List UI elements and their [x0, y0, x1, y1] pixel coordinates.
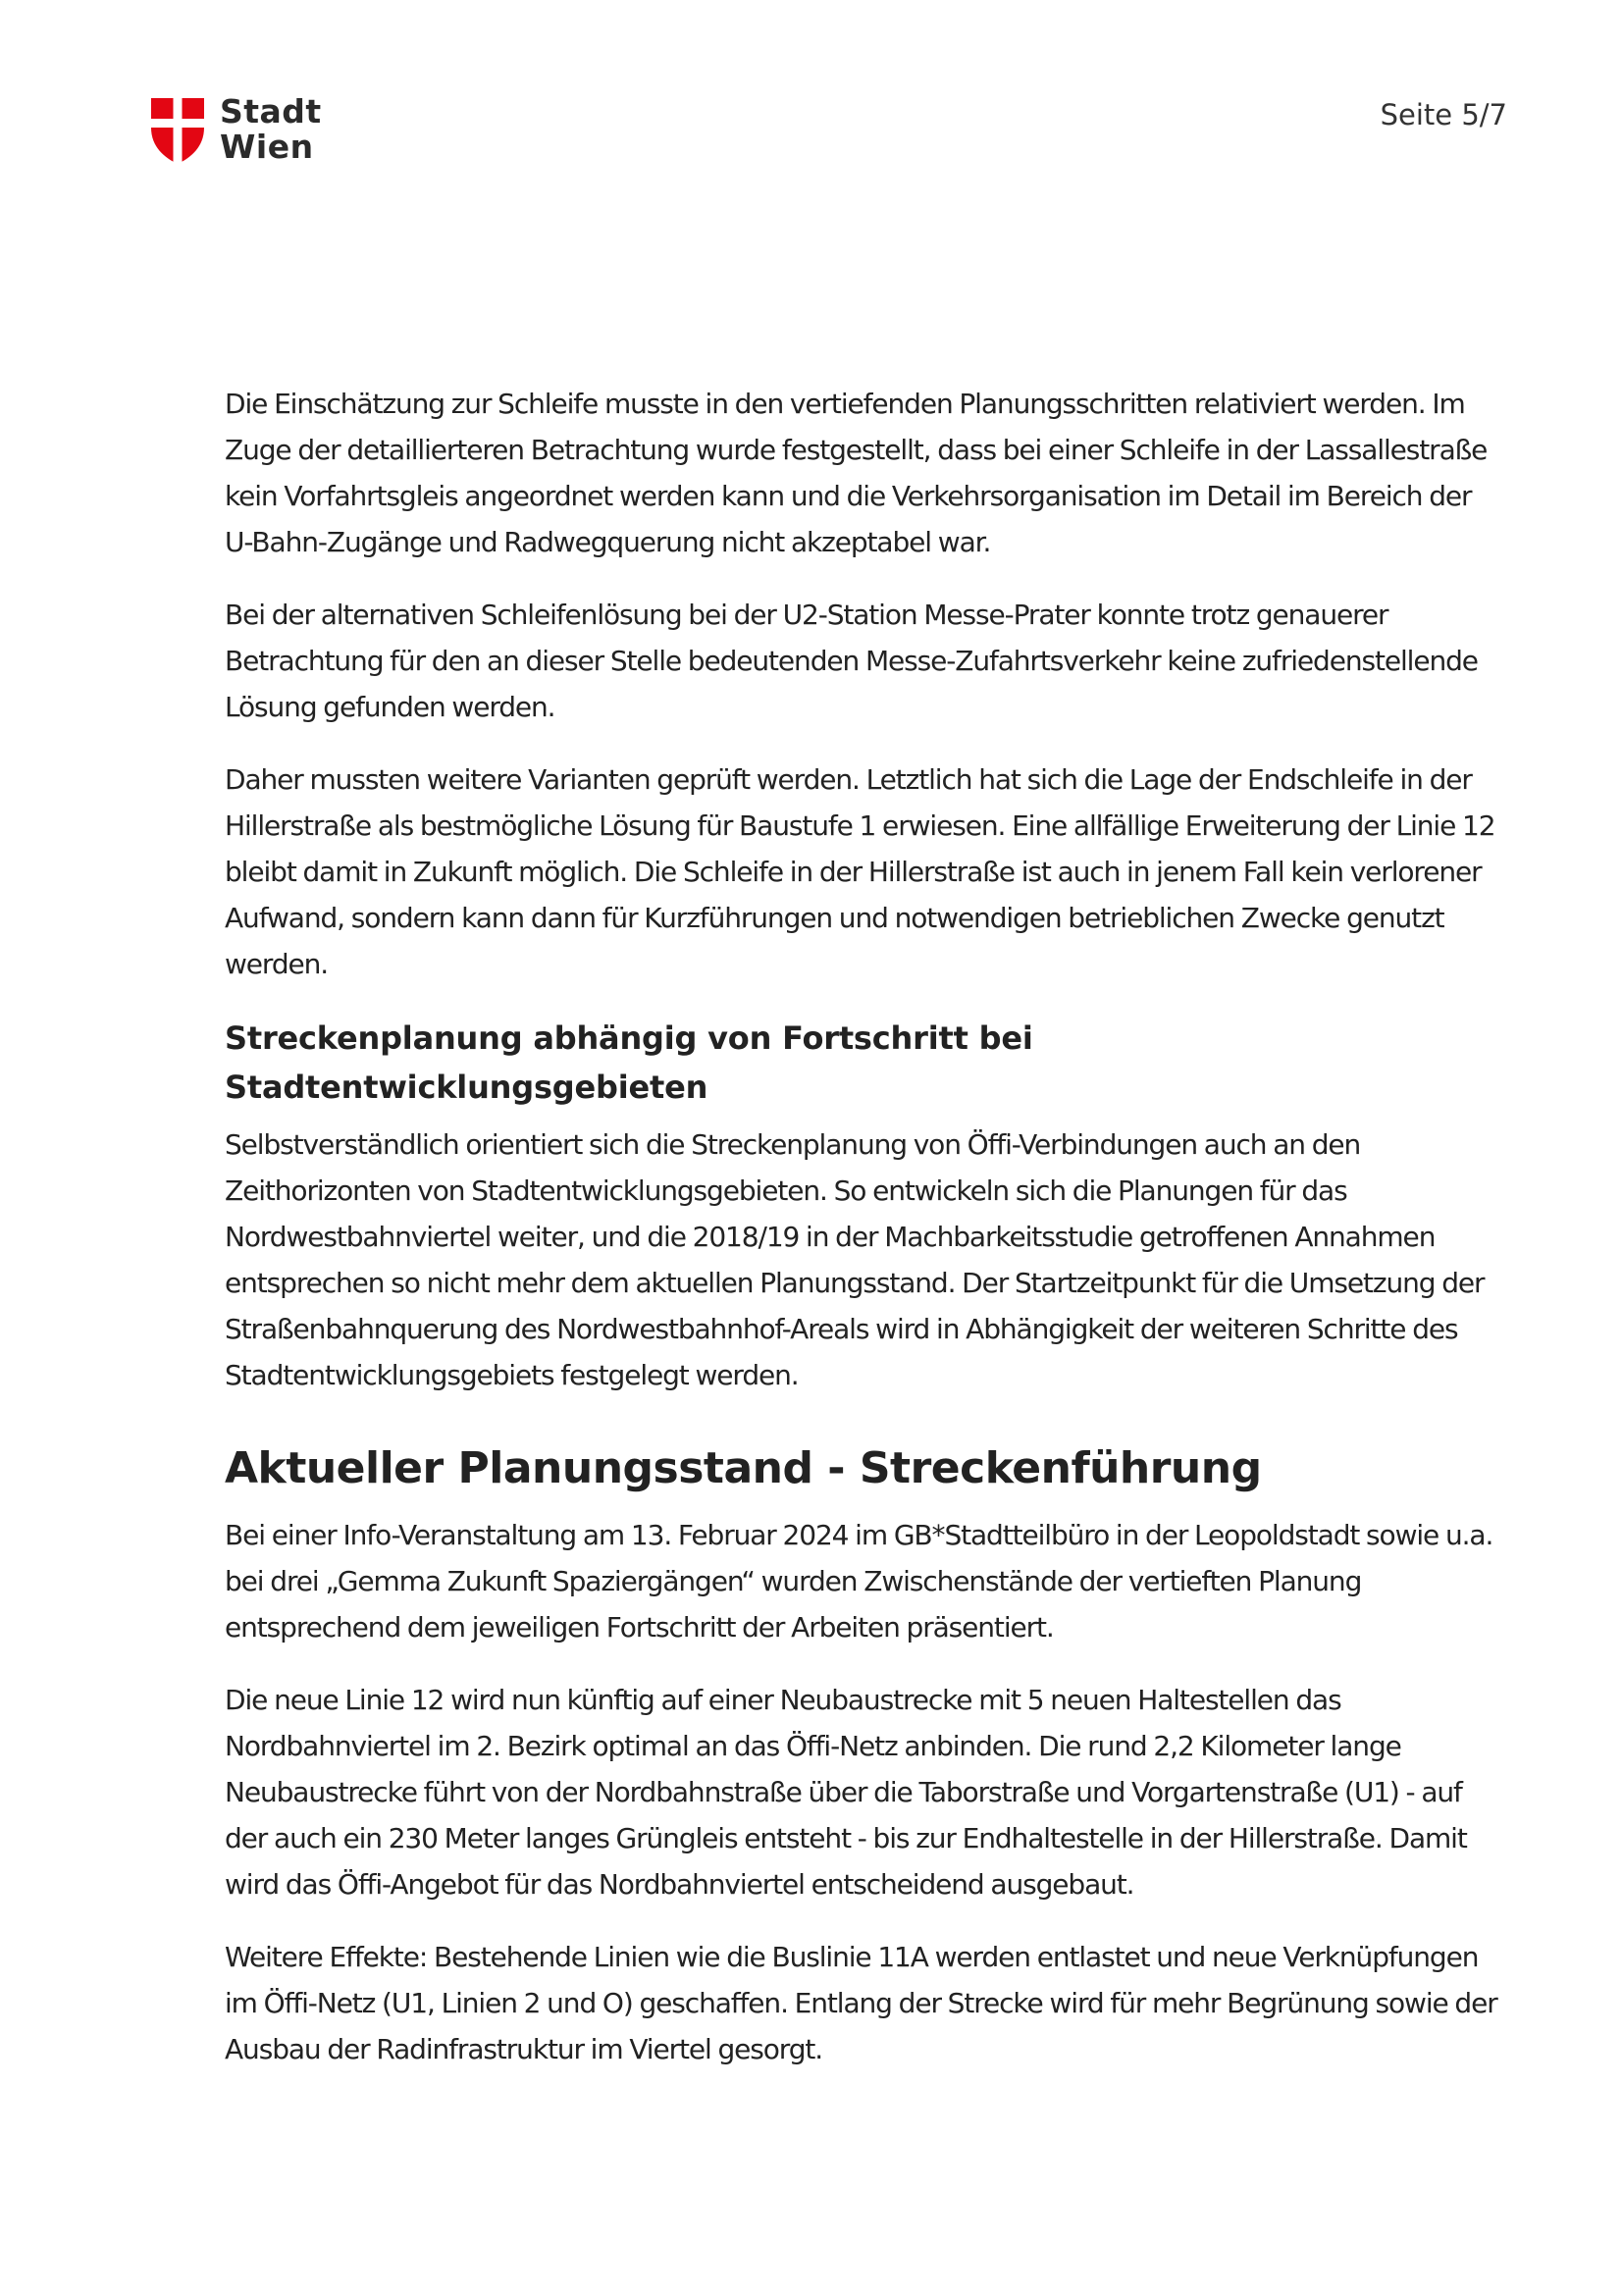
page-number: Seite 5/7 [1380, 98, 1507, 131]
stadt-wien-logo [151, 92, 328, 167]
logo-line-1: Stadt [220, 92, 322, 130]
paragraph: Selbstverständlich orientiert sich die Streckenplanung von Öffi-Verbindungen auch an den Zeithorizonten von Stadtentwicklungsgebieten. So entwickeln sich die Planungen für das Nordwestbahnviertel weiter, und die 2018/19 in der Machbarkeitsstudie getroffenen Annahmen entsprechen so nicht mehr dem aktuellen Planungsstand. Der Startzeitpunkt für die Umsetzung der Straßenbahnquerung des Nordwestbahnhof-Areals wird in Abhängigkeit der weiteren Schritte des Stadtentwicklungsgebiets festgelegt werden. [225, 1128, 1485, 1391]
paragraph: Daher mussten weitere Varianten geprüft werden. Letztlich hat sich die Lage der Endschleife in der Hillerstraße als bestmögliche Lösung für Baustufe 1 erwiesen. Eine allfällige Erweiterung der Linie 12 bleibt damit in Zukunft möglich. Die Schleife in der Hillerstraße ist auch in jenem Fall kein verlorener Aufwand, sondern kann dann für Kurzführungen und notwendigen betrieblichen Zwecke genutzt werden. [225, 763, 1495, 980]
section-subheading: Streckenplanung abhängig von Fortschritt bei Stadtentwicklungsgebieten [225, 1019, 1033, 1106]
section-heading: Aktueller Planungsstand - Streckenführung [225, 1443, 1262, 1493]
document-body [225, 381, 1500, 2099]
paragraph: Die Einschätzung zur Schleife musste in den vertiefenden Planungsschritten relativiert werden. Im Zuge der detaillierteren Betrachtung wurde festgestellt, dass bei einer Schleife in der Lassallestraße kein Vorfahrtsgleis angeordnet werden kann und die Verkehrsorganisation im Detail im Bereich der U-Bahn-Zugänge und Radwegquerung nicht akzeptabel war. [225, 388, 1488, 558]
logo-line-2: Wien [220, 128, 314, 166]
paragraph: Die neue Linie 12 wird nun künftig auf einer Neubaustrecke mit 5 neuen Haltestellen das Nordbahnviertel im 2. Bezirk optimal an das Öffi-Netz anbinden. Die rund 2,2 Kilometer lange Neubaustrecke führt von der Nordbahnstraße über die Taborstraße und Vorgartenstraße (U1) - auf der auch ein 230 Meter langes Grüngleis entsteht - bis zur Endhaltestelle in der Hillerstraße. Damit wird das Öffi-Angebot für das Nordbahnviertel entscheidend ausgebaut. [225, 1684, 1467, 1901]
paragraph: Weitere Effekte: Bestehende Linien wie die Buslinie 11A werden entlastet und neue Verknüpfungen im Öffi-Netz (U1, Linien 2 und O) geschaffen. Entlang der Strecke wird für mehr Begrünung sowie der Ausbau der Radinfrastruktur im Viertel gesorgt. [225, 1941, 1497, 2065]
vienna-shield-icon [151, 98, 204, 164]
paragraph: Bei der alternativen Schleifenlösung bei der U2-Station Messe-Prater konnte trotz genauerer Betrachtung für den an dieser Stelle bedeutenden Messe-Zufahrtsverkehr keine zufriedenstellende Lösung gefunden werden. [225, 599, 1478, 723]
logo-wordmark [220, 94, 322, 165]
paragraph: Bei einer Info-Veranstaltung am 13. Februar 2024 im GB*Stadtteilbüro in der Leopoldstadt sowie u.a. bei drei „Gemma Zukunft Spaziergängen“ wurden Zwischenstände der vertieften Planung entsprechend dem jeweiligen Fortschritt der Arbeiten präsentiert. [225, 1519, 1493, 1644]
